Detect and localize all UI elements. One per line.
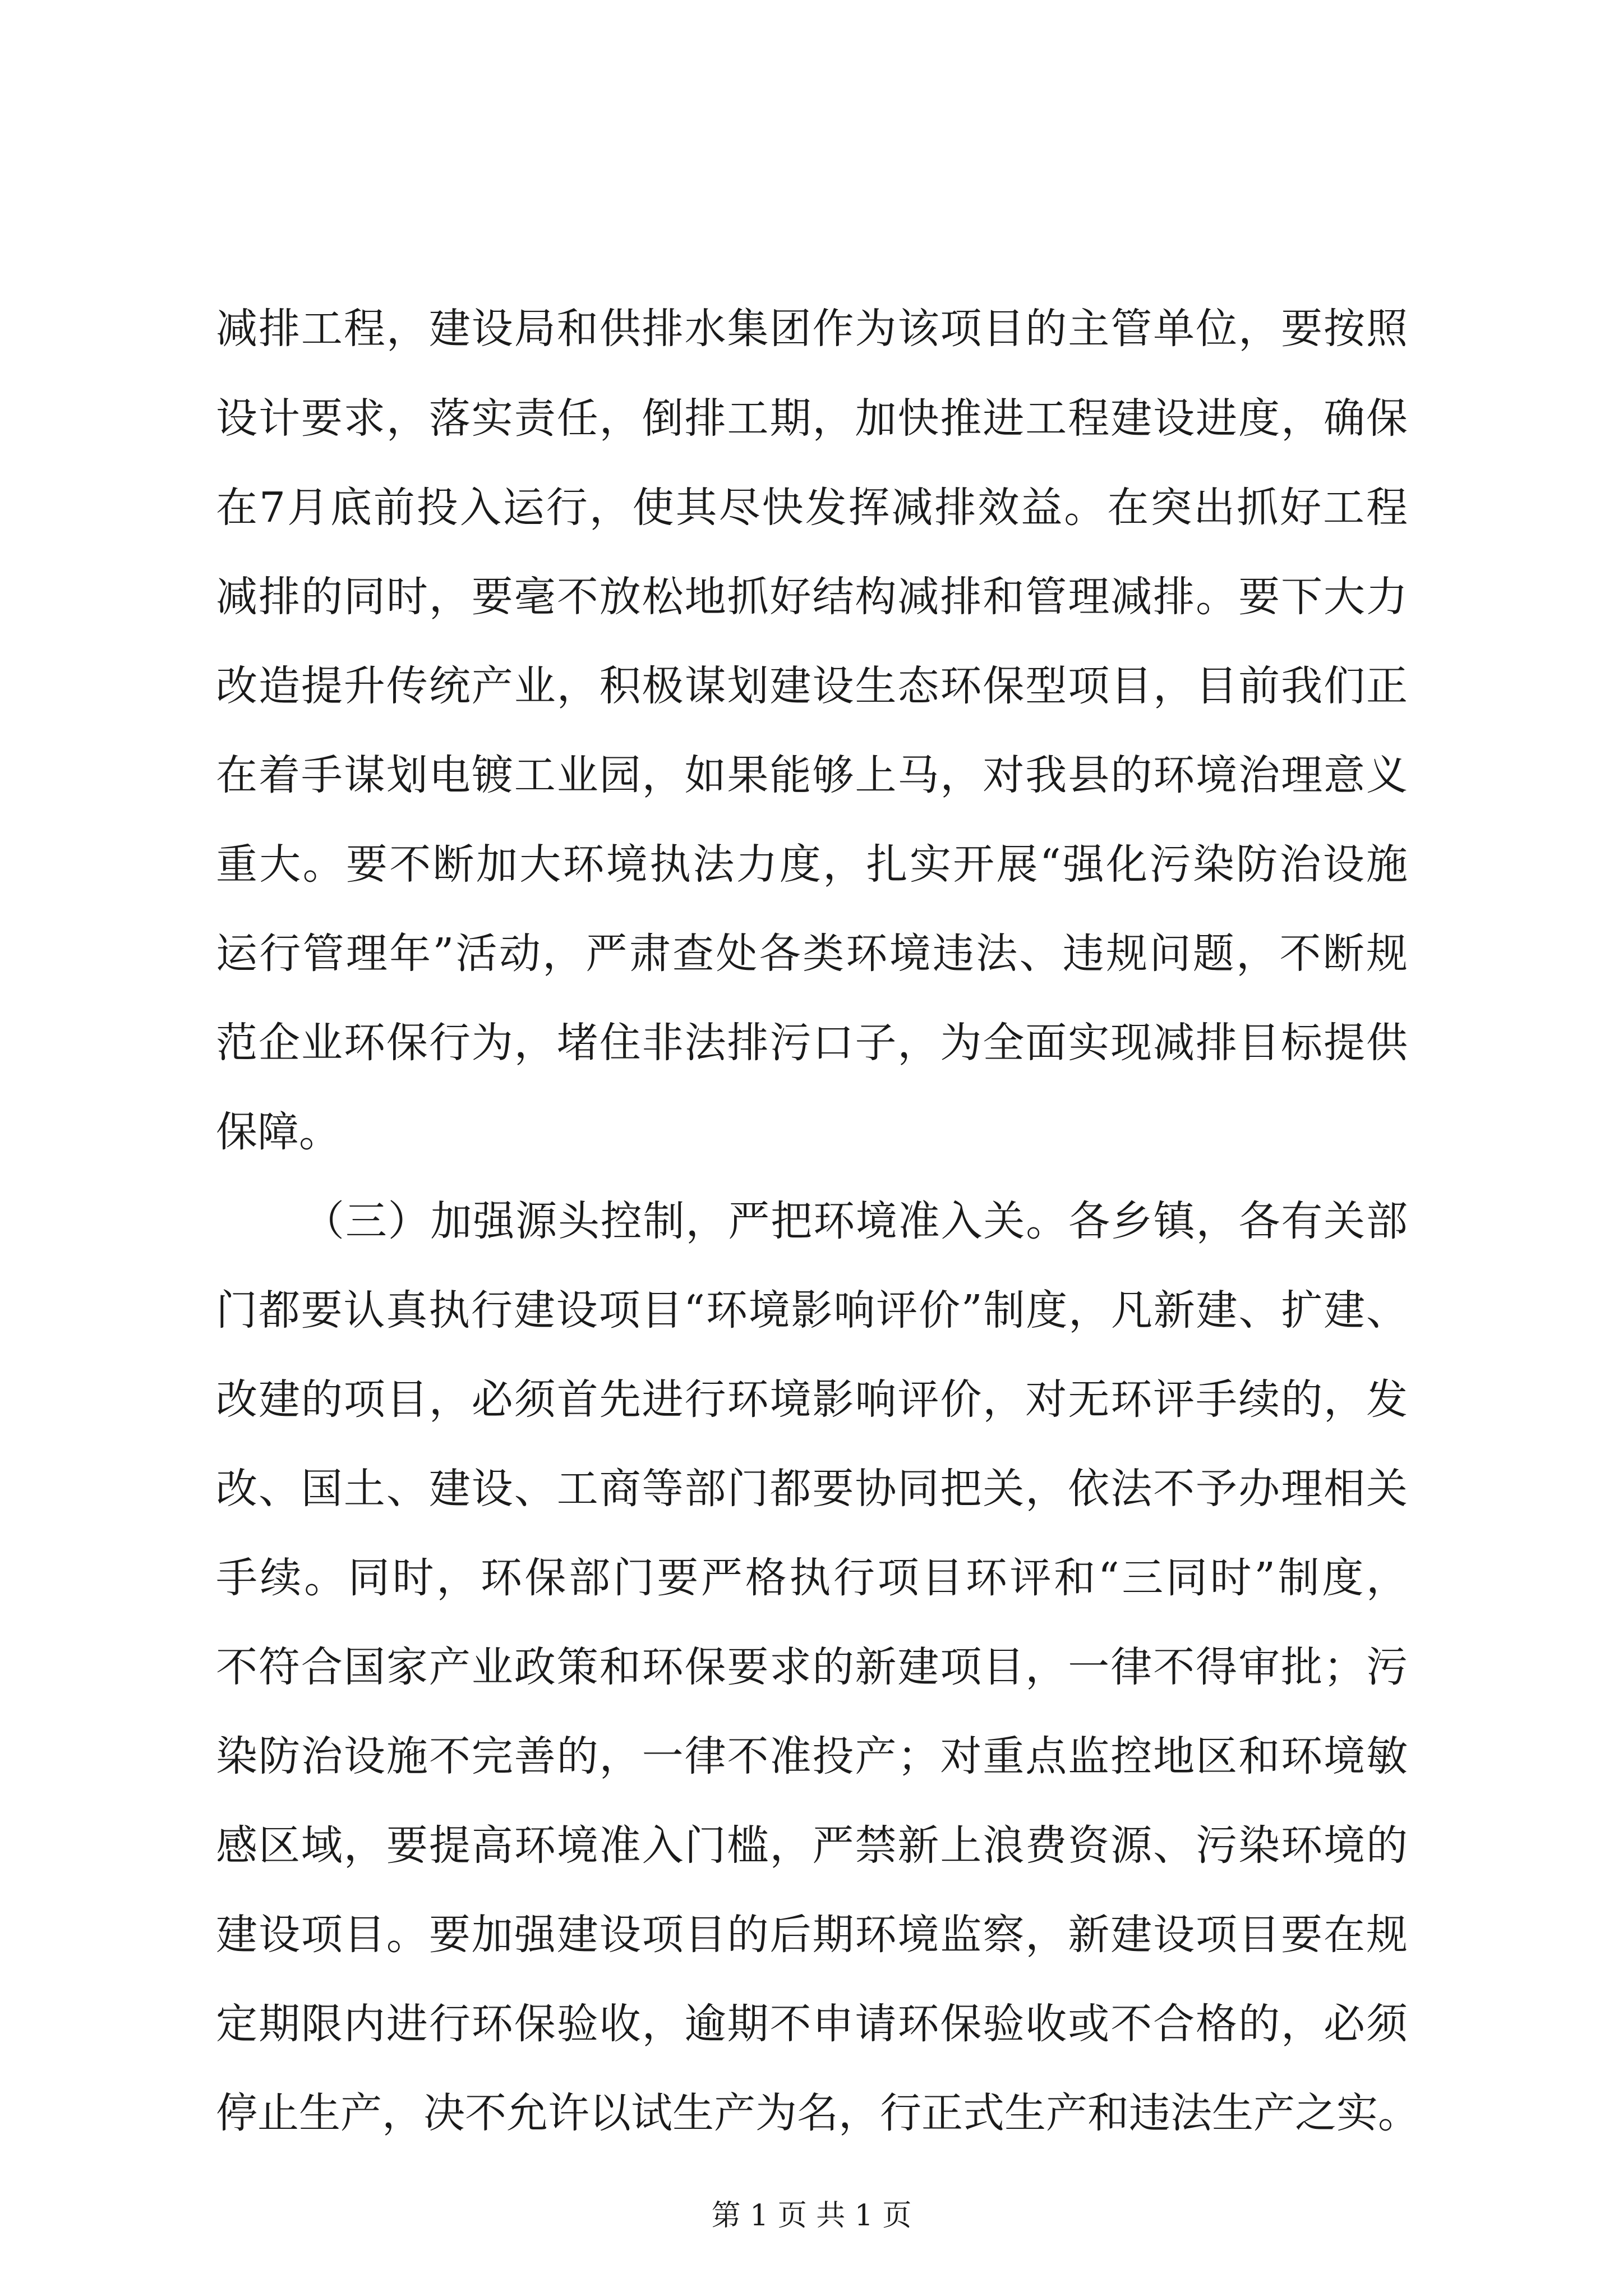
paragraph-line: 保障。 — [216, 1108, 340, 1156]
page-number-footer: 第 1 页 共 1 页 — [711, 2199, 912, 2233]
paragraph-line: 门都要认真执行建设项目“环境影响评价”制度，凡新建、扩建、 — [216, 1286, 1408, 1335]
paragraph-line: 重大。要不断加大环境执法力度，扎实开展“强化污染防治设施 — [216, 840, 1408, 889]
paragraph-line: 设计要求，落实责任，倒排工期，加快推进工程建设进度，确保 — [216, 394, 1408, 443]
paragraph-line: 范企业环保行为，堵住非法排污口子，为全面实现减排目标提供 — [216, 1019, 1408, 1067]
paragraph-line: 停止生产，决不允许以试生产为名，行正式生产和违法生产之实。 — [216, 2089, 1419, 2137]
paragraph-line: 感区域，要提高环境准入门槛，严禁新上浪费资源、污染环境的 — [216, 1821, 1408, 1870]
paragraph-line: 在着手谋划电镀工业园，如果能够上马，对我县的环境治理意义 — [216, 751, 1408, 799]
paragraph-line: 改建的项目，必须首先进行环境影响评价，对无环评手续的，发 — [216, 1375, 1408, 1424]
paragraph-line: 手续。同时，环保部门要严格执行项目环评和“三同时”制度， — [216, 1554, 1408, 1602]
paragraph-line: 减排工程，建设局和供排水集团作为该项目的主管单位，要按照 — [216, 305, 1408, 353]
paragraph-line: 不符合国家产业政策和环保要求的新建项目，一律不得审批；污 — [216, 1643, 1408, 1691]
paragraph-line: 定期限内进行环保验收，逾期不申请环保验收或不合格的，必须 — [216, 2000, 1408, 2048]
paragraph-line: 减排的同时，要毫不放松地抓好结构减排和管理减排。要下大力 — [216, 573, 1408, 621]
paragraph-line: 在7月底前投入运行，使其尽快发挥减排效益。在突出抓好工程 — [216, 484, 1408, 532]
paragraph-line: 改、国土、建设、工商等部门都要协同把关，依法不予办理相关 — [216, 1465, 1408, 1513]
paragraph-line: 建设项目。要加强建设项目的后期环境监察，新建设项目要在规 — [216, 1911, 1408, 1959]
paragraph-line: 染防治设施不完善的，一律不准投产；对重点监控地区和环境敏 — [216, 1732, 1408, 1780]
paragraph-line: 改造提升传统产业，积极谋划建设生态环保型项目，目前我们正 — [216, 662, 1408, 710]
paragraph-line: 运行管理年”活动，严肃查处各类环境违法、违规问题，不断规 — [216, 930, 1408, 978]
section-heading-line: （三）加强源头控制，严把环境准入关。各乡镇，各有关部 — [303, 1197, 1408, 1245]
